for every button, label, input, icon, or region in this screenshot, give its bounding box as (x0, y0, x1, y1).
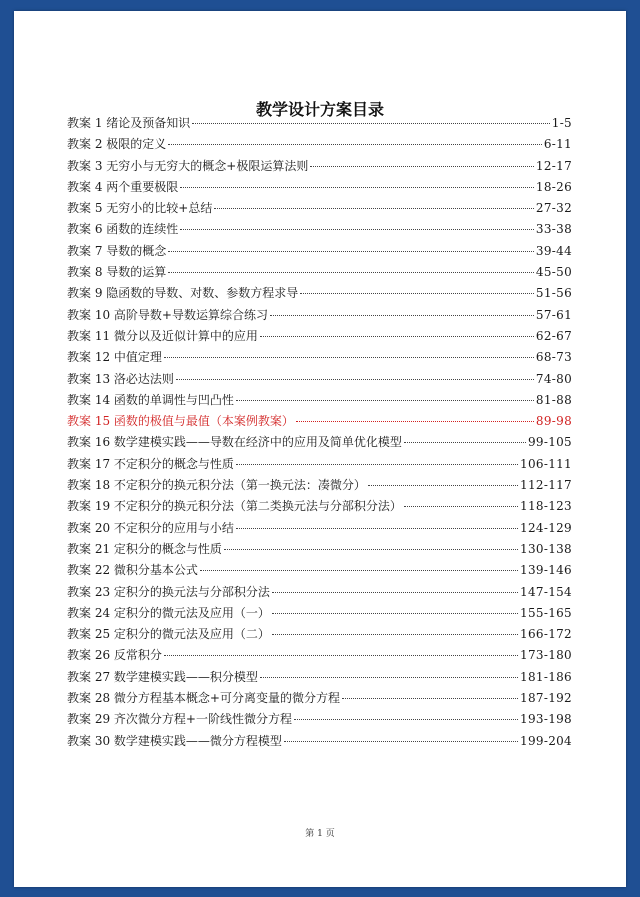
toc-entry (67, 476, 572, 497)
toc-entry (67, 604, 572, 625)
toc-entry-pages: 199-204 (520, 733, 572, 748)
toc-leader-dots (168, 250, 534, 252)
toc-leader-dots (310, 165, 534, 167)
toc-entry-title: 教案 2 极限的定义 (67, 137, 167, 152)
toc-leader-dots (294, 718, 518, 720)
toc-entry-title: 教案 1 绪论及预备知识 (67, 116, 191, 130)
toc-entry-pages: 39-44 (535, 243, 572, 258)
toc-entry-title: 教案 11 微分以及近似计算中的应用 (67, 328, 258, 343)
toc-entry-title: 教案 14 函数的单调性与凹凸性 (67, 392, 234, 407)
toc-entry-pages: 181-186 (520, 669, 572, 684)
toc-leader-dots (236, 527, 518, 529)
toc-entry-pages: 124-129 (520, 520, 572, 535)
toc-entry (67, 455, 572, 476)
toc-entry-pages: 99-105 (527, 435, 572, 450)
page-title: 教学设计方案目录 (255, 100, 384, 119)
toc-entry-pages: 45-50 (535, 265, 572, 280)
toc-leader-dots (164, 654, 518, 656)
toc-leader-dots (272, 591, 518, 593)
toc-entry-title: 教案 7 导数的概念 (67, 243, 167, 258)
toc-entry-pages: 57-61 (535, 307, 572, 322)
toc-leader-dots (296, 420, 534, 422)
toc-entry-pages: 155-165 (520, 605, 572, 620)
toc-entry-pages: 166-172 (520, 627, 572, 642)
toc-entry (67, 668, 572, 689)
toc-leader-dots (270, 314, 534, 316)
toc-entry-title: 教案 27 数学建模实践——积分模型 (67, 669, 258, 684)
toc-entry (67, 242, 572, 263)
toc-entry-title: 教案 5 无穷小的比较+总结 (67, 201, 213, 216)
toc-entry (67, 157, 572, 178)
toc-entry (67, 646, 572, 667)
toc-entry (67, 561, 572, 582)
toc-entry (67, 178, 572, 199)
page-footer: 第 1 页 (305, 829, 335, 839)
toc-entry-title: 教案 12 中值定理 (67, 350, 162, 365)
toc-entry-title: 教案 30 数学建模实践——微分方程模型 (67, 733, 282, 748)
toc-entry-pages: 106-111 (520, 456, 572, 471)
toc-leader-dots (236, 399, 534, 401)
toc-entry-title: 教案 15 函数的极值与最值（本案例教案） (67, 414, 294, 429)
toc-entry-pages: 118-123 (520, 499, 572, 514)
toc-entry (67, 263, 572, 284)
toc-entry (67, 284, 572, 305)
toc-leader-dots (180, 228, 534, 230)
toc-entry-pages: 6-11 (543, 137, 572, 152)
toc-entry-pages: 1-5 (551, 116, 572, 130)
toc-leader-dots (192, 122, 550, 124)
table-of-contents (67, 114, 572, 753)
toc-entry (67, 391, 572, 412)
toc-entry-title: 教案 23 定积分的换元法与分部积分法 (67, 584, 270, 599)
toc-entry (67, 199, 572, 220)
toc-leader-dots (368, 484, 518, 486)
toc-entry-pages: 81-88 (535, 392, 572, 407)
toc-entry-pages: 51-56 (535, 286, 572, 301)
toc-entry-title: 教案 20 不定积分的应用与小结 (67, 520, 234, 535)
toc-entry-pages: 112-117 (520, 478, 572, 493)
toc-leader-dots (168, 143, 542, 145)
toc-leader-dots (342, 697, 518, 699)
document-page (14, 11, 626, 887)
toc-entry-pages: 130-138 (520, 541, 572, 556)
toc-entry-pages: 147-154 (520, 584, 572, 599)
toc-leader-dots (260, 676, 518, 678)
toc-entry-pages: 89-98 (535, 414, 572, 429)
toc-entry-title: 教案 29 齐次微分方程+一阶线性微分方程 (67, 712, 292, 727)
toc-entry-pages: 173-180 (520, 648, 572, 663)
toc-leader-dots (164, 356, 534, 358)
toc-entry-pages: 12-17 (535, 158, 572, 173)
toc-entry (67, 348, 572, 369)
toc-leader-dots (200, 569, 518, 571)
toc-entry-title: 教案 16 数学建模实践——导数在经济中的应用及简单优化模型 (67, 435, 402, 450)
toc-entry (67, 114, 572, 135)
toc-entry-title: 教案 22 微积分基本公式 (67, 563, 198, 578)
toc-entry (67, 306, 572, 327)
toc-entry (67, 583, 572, 604)
toc-entry (67, 135, 572, 156)
toc-entry-pages: 139-146 (520, 563, 572, 578)
toc-leader-dots (168, 271, 534, 273)
toc-leader-dots (260, 335, 534, 337)
toc-entry-title: 教案 21 定积分的概念与性质 (67, 541, 222, 556)
toc-entry-title: 教案 4 两个重要极限 (67, 179, 179, 194)
toc-entry-title: 教案 9 隐函数的导数、对数、参数方程求导 (67, 286, 299, 301)
toc-leader-dots (176, 378, 534, 380)
toc-leader-dots (404, 441, 526, 443)
toc-leader-dots (224, 548, 518, 550)
toc-leader-dots (300, 292, 534, 294)
toc-entry (67, 625, 572, 646)
toc-entry-title: 教案 28 微分方程基本概念+可分离变量的微分方程 (67, 691, 340, 706)
toc-entry-pages: 18-26 (535, 179, 572, 194)
toc-entry (67, 327, 572, 348)
toc-entry (67, 433, 572, 454)
toc-entry-title: 教案 6 函数的连续性 (67, 222, 179, 237)
toc-leader-dots (272, 633, 518, 635)
toc-entry-title: 教案 8 导数的运算 (67, 265, 167, 280)
toc-entry (67, 519, 572, 540)
toc-entry-title: 教案 13 洛必达法则 (67, 371, 174, 386)
toc-entry (67, 710, 572, 731)
toc-leader-dots (236, 463, 518, 465)
toc-leader-dots (284, 740, 518, 742)
toc-entry-pages: 74-80 (535, 371, 572, 386)
toc-entry-title: 教案 18 不定积分的换元积分法（第一换元法：凑微分） (67, 478, 366, 493)
toc-entry-pages: 62-67 (535, 328, 572, 343)
toc-entry (67, 540, 572, 561)
toc-leader-dots (214, 207, 534, 209)
toc-entry-title: 教案 19 不定积分的换元积分法（第二类换元法与分部积分法） (67, 499, 402, 514)
toc-entry (67, 732, 572, 753)
toc-entry-title: 教案 3 无穷小与无穷大的概念+极限运算法则 (67, 158, 309, 173)
toc-entry-pages: 27-32 (535, 201, 572, 216)
toc-entry-pages: 187-192 (520, 691, 572, 706)
toc-entry (67, 412, 572, 433)
toc-entry (67, 370, 572, 391)
toc-entry (67, 220, 572, 241)
toc-leader-dots (180, 186, 534, 188)
toc-entry-title: 教案 24 定积分的微元法及应用（一） (67, 605, 270, 620)
toc-entry-title: 教案 17 不定积分的概念与性质 (67, 456, 234, 471)
toc-entry-pages: 193-198 (520, 712, 572, 727)
toc-entry-title: 教案 10 高阶导数+导数运算综合练习 (67, 307, 268, 322)
toc-entry-title: 教案 26 反常积分 (67, 648, 162, 663)
toc-entry-pages: 68-73 (535, 350, 572, 365)
toc-entry-pages: 33-38 (535, 222, 572, 237)
toc-leader-dots (272, 612, 518, 614)
toc-leader-dots (404, 505, 518, 507)
toc-entry (67, 689, 572, 710)
toc-entry-title: 教案 25 定积分的微元法及应用（二） (67, 627, 270, 642)
toc-entry (67, 497, 572, 518)
